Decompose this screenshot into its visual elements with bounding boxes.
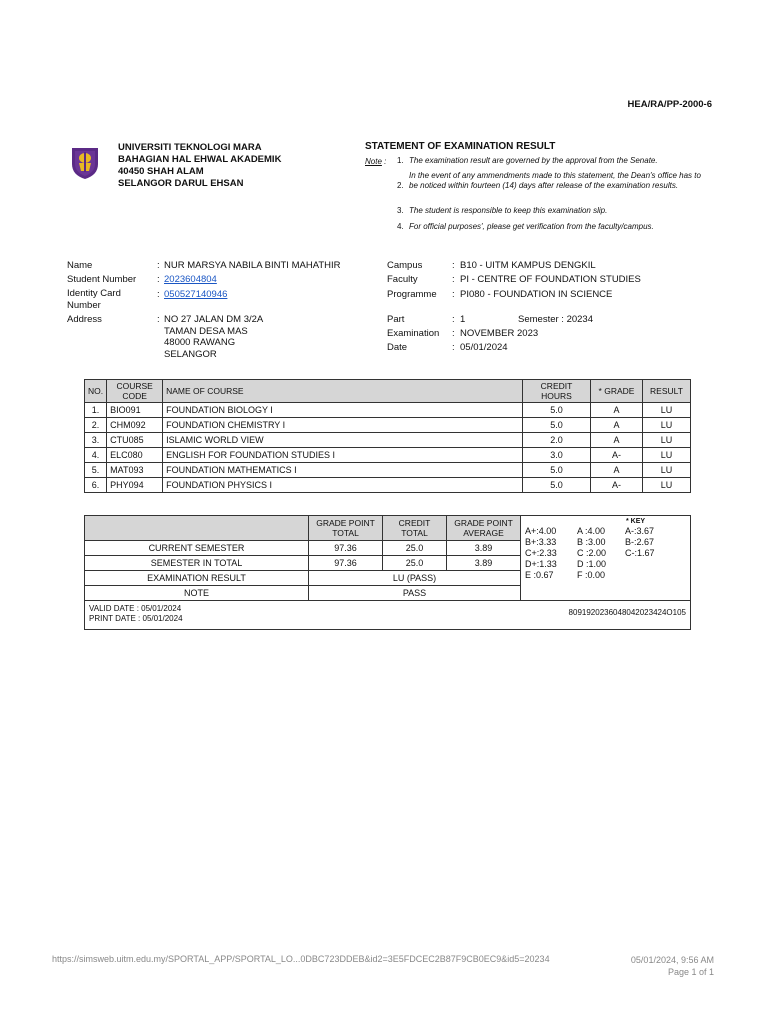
key-item: D :1.00 bbox=[577, 559, 607, 569]
key-item: E :0.67 bbox=[525, 570, 554, 580]
statement-title: STATEMENT OF EXAMINATION RESULT bbox=[365, 141, 556, 152]
row-no: 1. bbox=[85, 403, 107, 418]
row-name: ISLAMIC WORLD VIEW bbox=[163, 433, 523, 448]
colon: : bbox=[157, 274, 160, 285]
campus-label: Campus bbox=[387, 260, 423, 271]
summary-footer-row bbox=[85, 601, 691, 630]
faculty-value: PI - CENTRE OF FOUNDATION STUDIES bbox=[460, 274, 641, 285]
note-item: 3. bbox=[397, 206, 404, 215]
note-text: For official purposes', please get verification from the faculty/campus. bbox=[409, 222, 654, 231]
programme-value: PI080 - FOUNDATION IN SCIENCE bbox=[460, 289, 613, 300]
colon: : bbox=[157, 260, 160, 271]
key-grid bbox=[525, 526, 686, 581]
uitm-logo bbox=[70, 144, 100, 180]
colon: : bbox=[452, 328, 455, 339]
colon: : bbox=[452, 260, 455, 271]
exam-result-label: EXAMINATION RESULT bbox=[85, 571, 309, 586]
note-item: 4. bbox=[397, 222, 404, 231]
key-item: F :0.00 bbox=[577, 570, 606, 580]
examination-label: Examination bbox=[387, 328, 440, 339]
note-row-value: PASS bbox=[309, 586, 521, 601]
university-department: BAHAGIAN HAL EHWAL AKADEMIK bbox=[118, 154, 282, 165]
row-name: ENGLISH FOR FOUNDATION STUDIES I bbox=[163, 448, 523, 463]
row-grade: A bbox=[591, 403, 643, 418]
part-label: Part bbox=[387, 314, 405, 325]
university-name: UNIVERSITI TEKNOLOGI MARA bbox=[118, 142, 262, 153]
row-code: MAT093 bbox=[107, 463, 163, 478]
row-result: LU bbox=[643, 478, 691, 493]
print-datetime: 05/01/2024, 9:56 AM bbox=[630, 955, 714, 965]
col-course-name: NAME OF COURSE bbox=[163, 380, 523, 403]
summary-table bbox=[84, 515, 691, 630]
key-item: B+:3.33 bbox=[525, 537, 557, 547]
university-address bbox=[118, 142, 281, 190]
table-row bbox=[85, 478, 691, 493]
colon: : bbox=[452, 289, 455, 300]
page-count: Page 1 of 1 bbox=[667, 967, 714, 977]
row-no: 5. bbox=[85, 463, 107, 478]
address-block bbox=[164, 314, 263, 360]
row-name: FOUNDATION BIOLOGY I bbox=[163, 403, 523, 418]
colon: : bbox=[452, 342, 455, 353]
table-row bbox=[85, 463, 691, 478]
row-result: LU bbox=[643, 403, 691, 418]
valid-date: VALID DATE : 05/01/2024 bbox=[89, 604, 182, 613]
row-hours: 2.0 bbox=[523, 433, 591, 448]
total-gpt: 97.36 bbox=[309, 556, 383, 571]
address-line: NO 27 JALAN DM 3/2A bbox=[164, 314, 264, 325]
current-gpt: 97.36 bbox=[309, 541, 383, 556]
col-credit-total: CREDIT TOTAL bbox=[383, 516, 447, 541]
grade-key bbox=[521, 516, 691, 601]
total-semester-label: SEMESTER IN TOTAL bbox=[85, 556, 309, 571]
key-item: B :3.00 bbox=[577, 537, 606, 547]
row-code: CHM092 bbox=[107, 418, 163, 433]
key-item: C :2.00 bbox=[577, 548, 607, 558]
print-date: PRINT DATE : 05/01/2024 bbox=[89, 614, 183, 623]
current-gpa: 3.89 bbox=[447, 541, 521, 556]
key-item bbox=[625, 570, 675, 581]
note-item: 1. bbox=[397, 156, 404, 165]
col-grade: * GRADE bbox=[591, 380, 643, 403]
courses-header-row bbox=[85, 380, 691, 403]
row-hours: 5.0 bbox=[523, 403, 591, 418]
address-label: Address bbox=[67, 314, 102, 325]
current-semester-label: CURRENT SEMESTER bbox=[85, 541, 309, 556]
serial-number: 8091920236048042023424O105 bbox=[568, 608, 686, 617]
faculty-label: Faculty bbox=[387, 274, 418, 285]
col-course-code: COURSE CODE bbox=[107, 380, 163, 403]
key-item: A-:3.67 bbox=[625, 526, 655, 536]
ic-number-link[interactable]: 050527140946 bbox=[164, 289, 228, 300]
courses-table bbox=[84, 379, 691, 493]
table-row bbox=[85, 403, 691, 418]
university-city: 40450 SHAH ALAM bbox=[118, 166, 204, 177]
table-row bbox=[85, 448, 691, 463]
part-value: 1 bbox=[460, 314, 466, 325]
row-no: 3. bbox=[85, 433, 107, 448]
row-hours: 5.0 bbox=[523, 418, 591, 433]
row-name: FOUNDATION PHYSICS I bbox=[163, 478, 523, 493]
row-hours: 3.0 bbox=[523, 448, 591, 463]
row-no: 4. bbox=[85, 448, 107, 463]
row-code: CTU085 bbox=[107, 433, 163, 448]
date-label: Date bbox=[387, 342, 408, 353]
summary-header-row bbox=[85, 516, 691, 541]
row-grade: A- bbox=[591, 448, 643, 463]
address-line: 48000 RAWANG bbox=[164, 337, 236, 348]
colon: : bbox=[452, 314, 455, 325]
current-credit: 25.0 bbox=[383, 541, 447, 556]
address-line: TAMAN DESA MAS bbox=[164, 325, 248, 337]
colon: : bbox=[452, 274, 455, 285]
key-item: B-:2.67 bbox=[625, 537, 655, 547]
row-name: FOUNDATION CHEMISTRY I bbox=[163, 418, 523, 433]
key-item: C+:2.33 bbox=[525, 548, 557, 558]
row-no: 2. bbox=[85, 418, 107, 433]
note-text: In the event of any ammendments made to this statement, the Dean's office has to be noticed within fourteen (14) days after release of the examination results. bbox=[409, 171, 701, 190]
key-item: A+:4.00 bbox=[525, 526, 557, 536]
col-grade-point-average: GRADE POINT AVERAGE bbox=[447, 516, 521, 541]
col-result: RESULT bbox=[643, 380, 691, 403]
col-grade-point-total: GRADE POINT TOTAL bbox=[309, 516, 383, 541]
student-number-link[interactable]: 2023604804 bbox=[164, 274, 217, 285]
col-credit-hours: CREDIT HOURS bbox=[523, 380, 591, 403]
name-label: Name bbox=[67, 260, 93, 271]
key-item: C-:1.67 bbox=[625, 548, 655, 558]
row-result: LU bbox=[643, 433, 691, 448]
row-grade: A bbox=[591, 418, 643, 433]
exam-result-value: LU (PASS) bbox=[309, 571, 521, 586]
key-item: A :4.00 bbox=[577, 526, 606, 536]
row-grade: A- bbox=[591, 478, 643, 493]
col-no: NO. bbox=[85, 380, 107, 403]
dates-block bbox=[89, 604, 183, 624]
document-code: HEA/RA/PP-2000-6 bbox=[627, 99, 712, 110]
row-hours: 5.0 bbox=[523, 478, 591, 493]
student-number-label: Student Number bbox=[67, 274, 137, 285]
note-text: The student is responsible to keep this examination slip. bbox=[409, 206, 608, 215]
key-title: * KEY bbox=[625, 518, 646, 525]
page-url: https://simsweb.uitm.edu.my/SPORTAL_APP/SPORTAL_LO...0DBC723DDEB&id2=3E5FDCEC2B87F9CB0EC9&id5=20234 bbox=[52, 954, 550, 964]
row-result: LU bbox=[643, 463, 691, 478]
university-state: SELANGOR DARUL EHSAN bbox=[118, 178, 244, 189]
programme-label: Programme bbox=[387, 289, 437, 300]
total-gpa: 3.89 bbox=[447, 556, 521, 571]
row-grade: A bbox=[591, 463, 643, 478]
row-result: LU bbox=[643, 418, 691, 433]
table-row bbox=[85, 433, 691, 448]
row-name: FOUNDATION MATHEMATICS I bbox=[163, 463, 523, 478]
date-value: 05/01/2024 bbox=[460, 342, 508, 353]
colon: : bbox=[157, 289, 160, 300]
semester-value: Semester : 20234 bbox=[518, 314, 593, 325]
note-text: The examination result are governed by the approval from the Senate. bbox=[409, 156, 658, 165]
key-item: D+:1.33 bbox=[525, 559, 557, 569]
row-code: BIO091 bbox=[107, 403, 163, 418]
print-timestamp bbox=[631, 954, 714, 978]
row-result: LU bbox=[643, 448, 691, 463]
summary-footer bbox=[85, 601, 691, 630]
ic-label: Identity Card Number bbox=[67, 288, 121, 311]
row-code: ELC080 bbox=[107, 448, 163, 463]
table-row bbox=[85, 418, 691, 433]
note-row-label: NOTE bbox=[85, 586, 309, 601]
summary-corner bbox=[85, 516, 309, 541]
address-line: SELANGOR bbox=[164, 348, 217, 360]
row-code: PHY094 bbox=[107, 478, 163, 493]
note-item: 2. bbox=[397, 181, 404, 190]
row-no: 6. bbox=[85, 478, 107, 493]
colon: : bbox=[157, 314, 160, 325]
student-name: NUR MARSYA NABILA BINTI MAHATHIR bbox=[164, 260, 341, 271]
campus-value: B10 - UITM KAMPUS DENGKIL bbox=[460, 260, 596, 271]
row-hours: 5.0 bbox=[523, 463, 591, 478]
key-item bbox=[625, 559, 675, 570]
note-label: Note : bbox=[365, 157, 387, 166]
total-credit: 25.0 bbox=[383, 556, 447, 571]
row-grade: A bbox=[591, 433, 643, 448]
examination-value: NOVEMBER 2023 bbox=[460, 328, 539, 339]
